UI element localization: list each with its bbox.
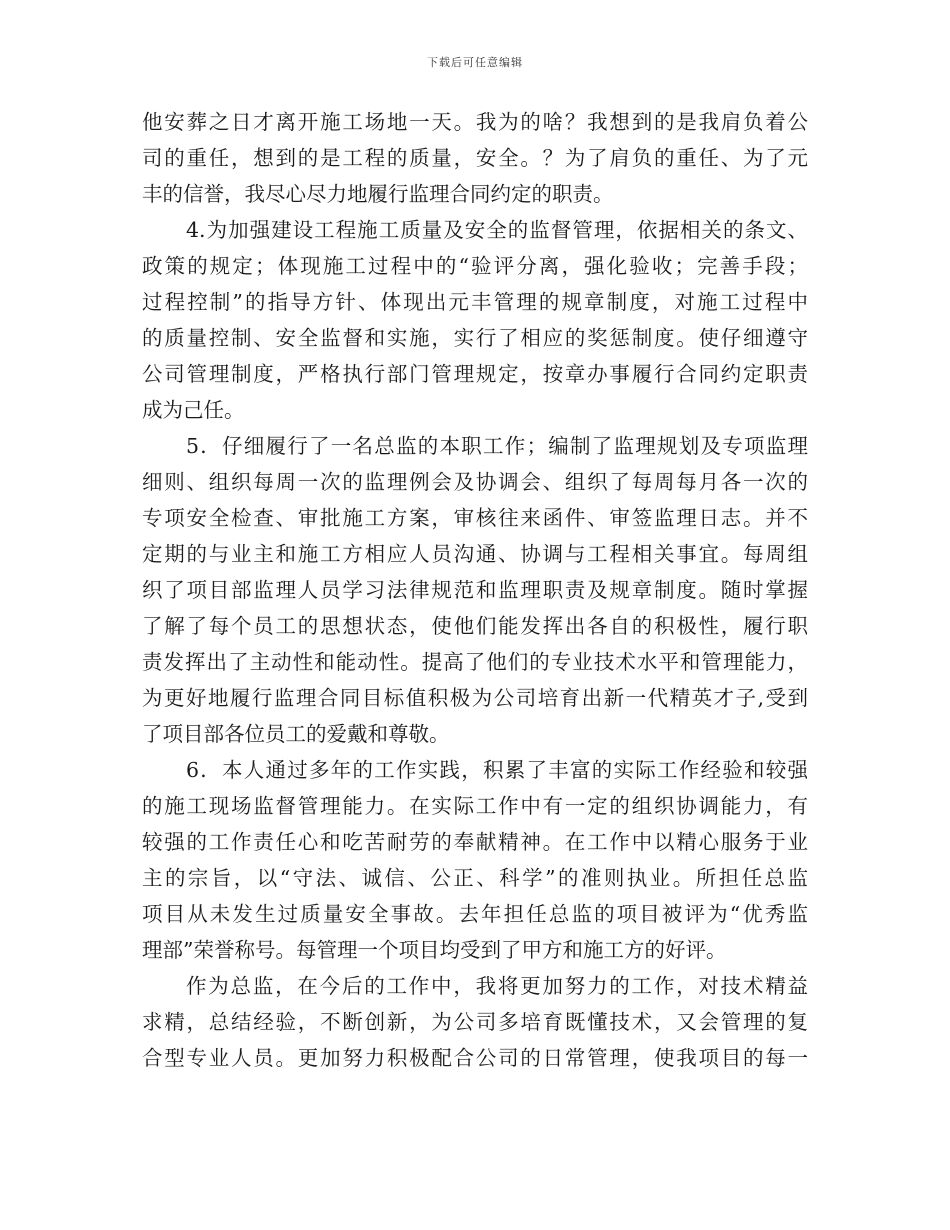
- page-header: 下载后可任意编辑: [427, 56, 523, 69]
- text-line: 5．仔细履行了一名总监的本职工作；编制了监理规划及专项监理: [186, 434, 808, 458]
- text-line: 过程控制”的指导方针、体现出元丰管理的规章制度，对施工过程中: [142, 290, 808, 314]
- text-line: 定期的与业主和施工方相应人员沟通、协调与工程相关事宜。每周组: [142, 542, 808, 566]
- text-line: 的质量控制、安全监督和实施，实行了相应的奖惩制度。使仔细遵守: [142, 326, 808, 350]
- text-line: 了项目部各位员工的爱戴和尊敬。: [142, 722, 450, 746]
- text-line: 织了项目部监理人员学习法律规范和监理职责及规章制度。随时掌握: [142, 578, 808, 602]
- text-line: 求精，总结经验，不断创新，为公司多培育既懂技术，又会管理的复: [142, 1010, 808, 1034]
- text-line: 为更好地履行监理合同目标值积极为公司培育出新一代精英才子,受到: [142, 686, 808, 710]
- text-line: 项目从未发生过质量安全事故。去年担任总监的项目被评为“优秀监: [142, 902, 808, 926]
- text-line: 4.为加强建设工程施工质量及安全的监督管理，依据相关的条文、: [186, 218, 808, 242]
- text-line: 较强的工作责任心和吃苦耐劳的奉献精神。在工作中以精心服务于业: [142, 830, 808, 854]
- text-line: 成为己任。: [142, 398, 245, 422]
- text-line: 他安葬之日才离开施工场地一天。我为的啥？我想到的是我肩负着公: [142, 110, 808, 134]
- text-line: 责发挥出了主动性和能动性。提高了他们的专业技术水平和管理能力，: [142, 650, 808, 674]
- text-line: 主的宗旨，以“守法、诚信、公正、科学”的准则执业。所担任总监: [142, 866, 808, 890]
- text-line: 作为总监，在今后的工作中，我将更加努力的工作，对技术精益: [186, 974, 808, 998]
- text-line: 细则、组织每周一次的监理例会及协调会、组织了每周每月各一次的: [142, 470, 808, 494]
- text-line: 公司管理制度，严格执行部门管理规定，按章办事履行合同约定职责: [142, 362, 808, 386]
- text-line: 6．本人通过多年的工作实践，积累了丰富的实际工作经验和较强: [186, 758, 808, 782]
- text-line: 司的重任，想到的是工程的质量，安全。？为了肩负的重任、为了元: [142, 146, 808, 170]
- document-body: [142, 104, 808, 1076]
- text-line: 合型专业人员。更加努力积极配合公司的日常管理，使我项目的每一: [142, 1046, 808, 1070]
- text-line: 专项安全检查、审批施工方案，审核往来函件、审签监理日志。并不: [142, 506, 808, 530]
- text-line: 丰的信誉，我尽心尽力地履行监理合同约定的职责。: [142, 182, 614, 206]
- text-line: 的施工现场监督管理能力。在实际工作中有一定的组织协调能力，有: [142, 794, 808, 818]
- text-line: 政策的规定；体现施工过程中的“验评分离，强化验收；完善手段；: [142, 254, 808, 278]
- text-line: 了解了每个员工的思想状态，使他们能发挥出各自的积极性，履行职: [142, 614, 808, 638]
- text-line: 理部”荣誉称号。每管理一个项目均受到了甲方和施工方的好评。: [142, 938, 727, 962]
